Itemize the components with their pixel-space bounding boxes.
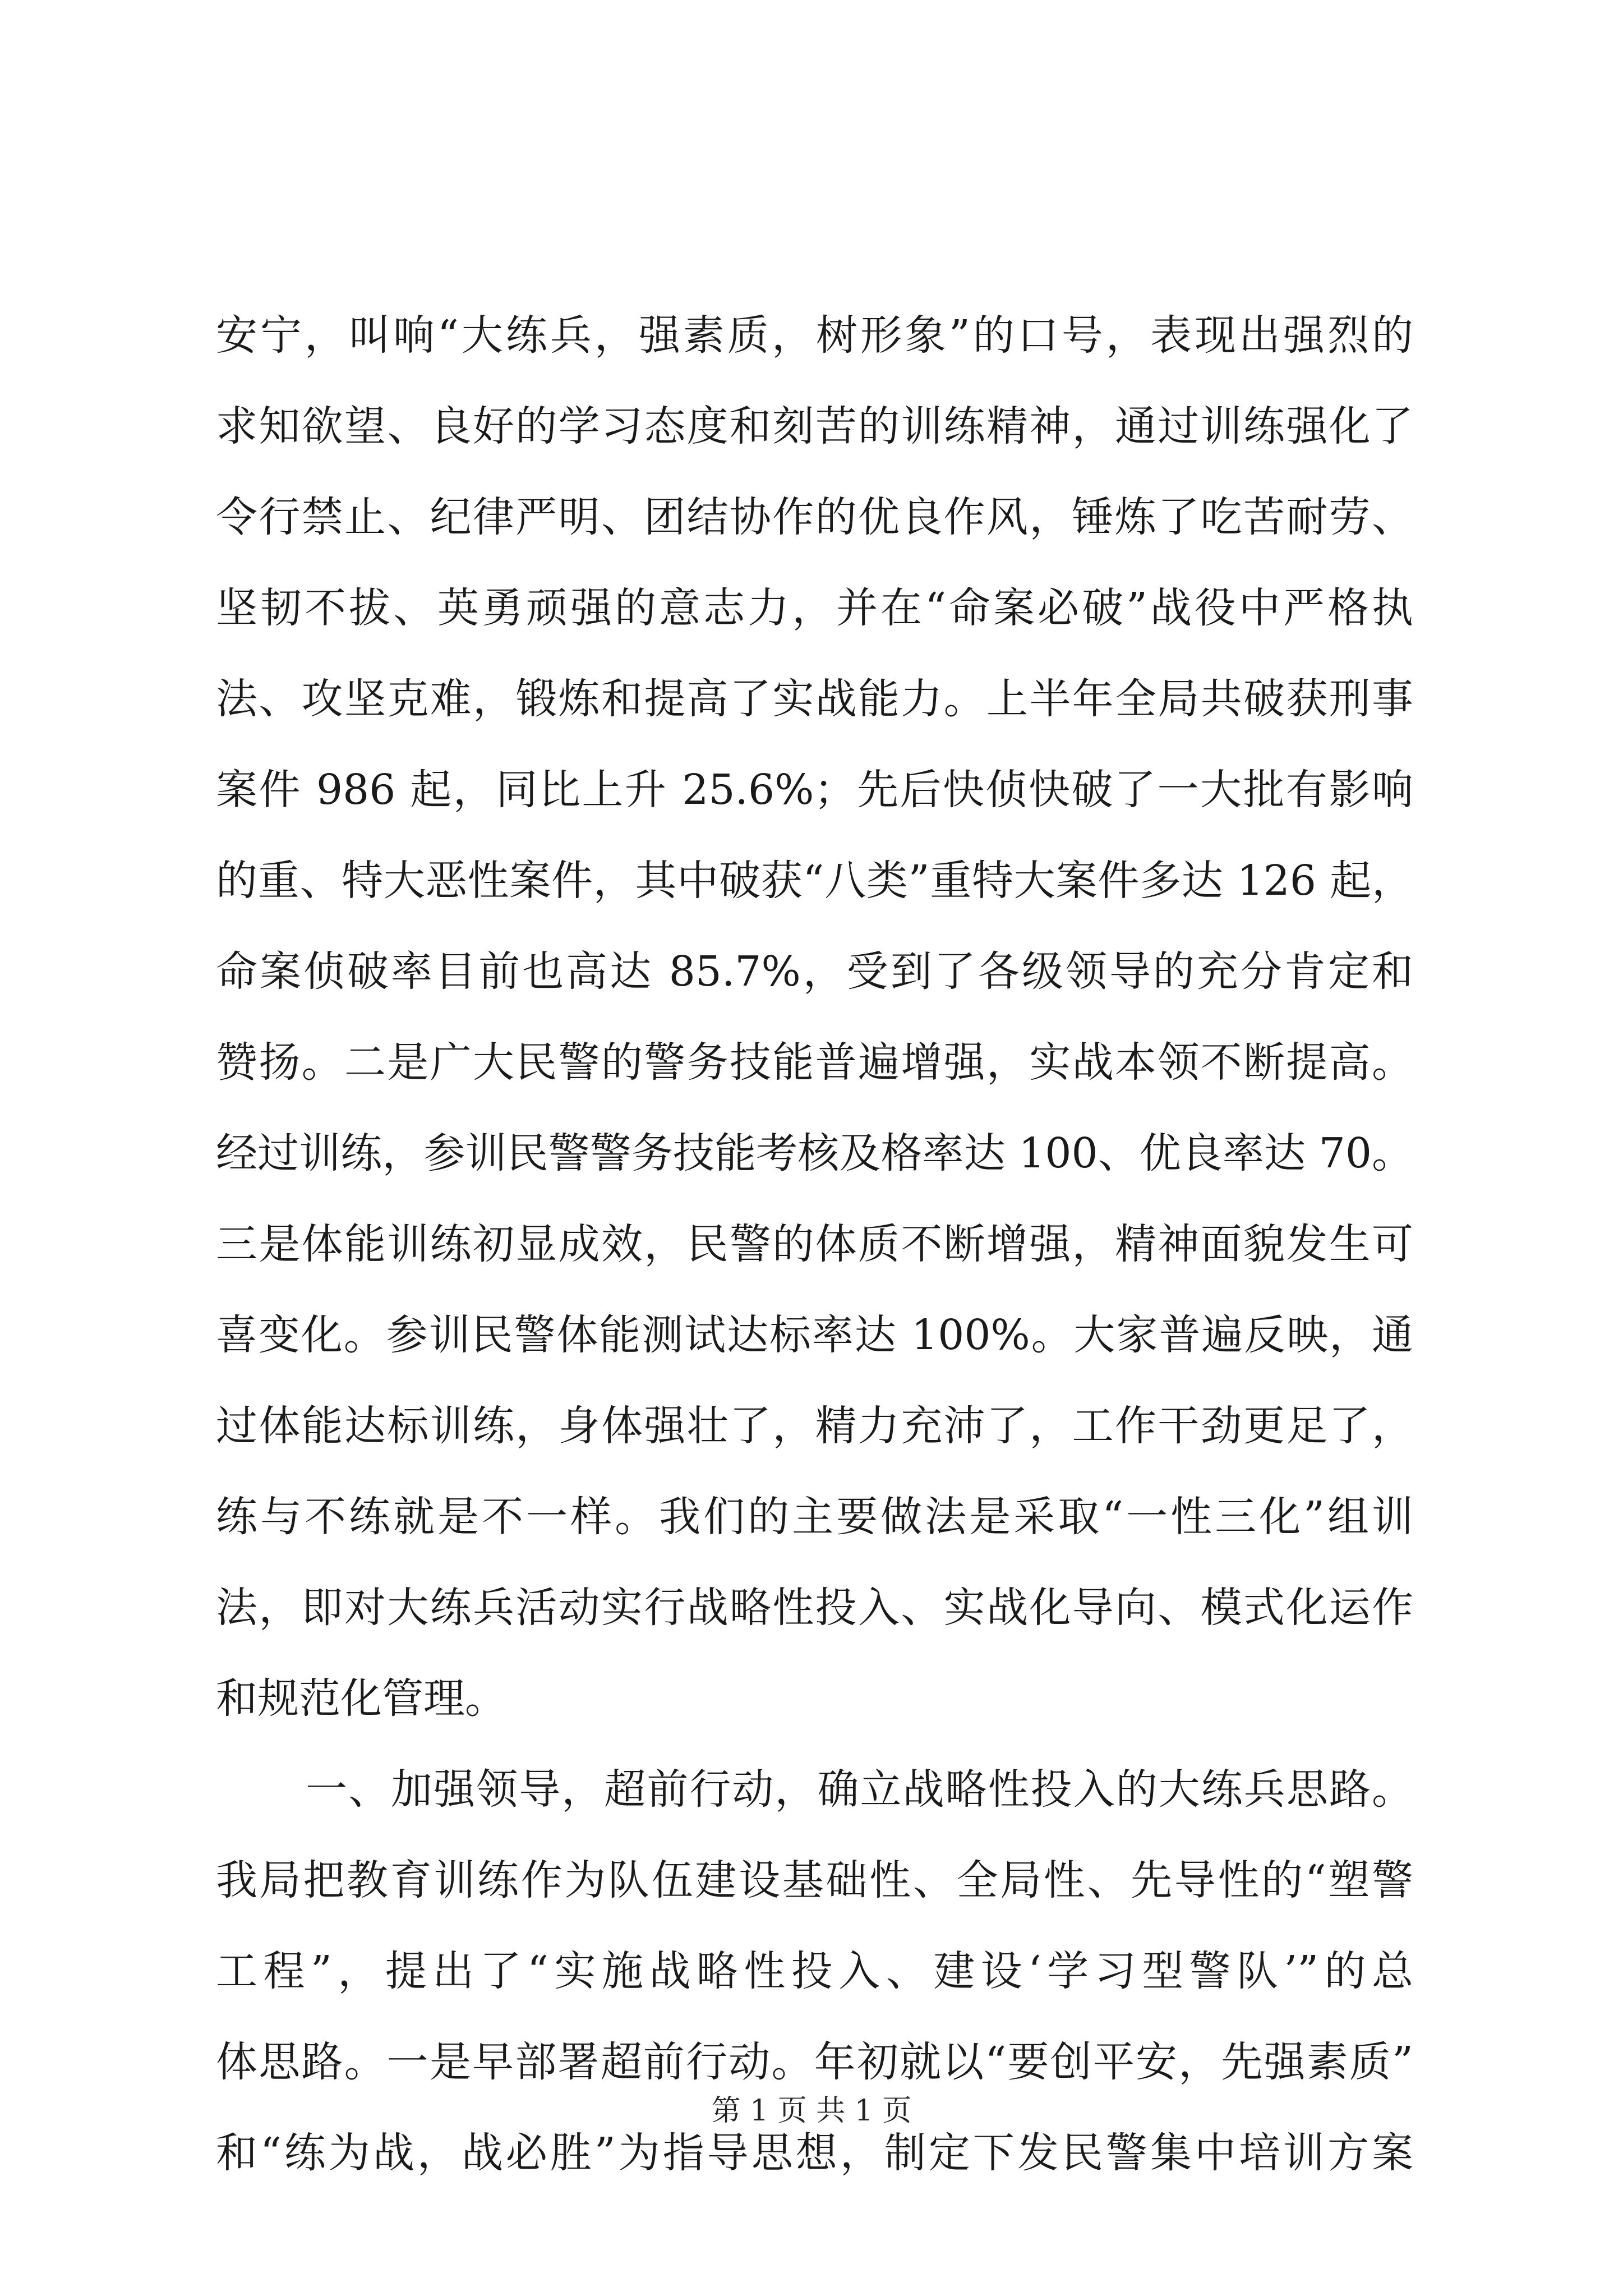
- text-line-4: 坚韧不拔、英勇顽强的意志力，并在“命案必破”战役中严格执: [216, 584, 1413, 632]
- text-line-8: 命案侦破率目前也高达 85.7%，受到了各级领导的充分肯定和: [216, 947, 1413, 996]
- text-line-1: 安宁，叫响“大练兵，强素质，树形象”的口号，表现出强烈的: [216, 311, 1413, 360]
- text-line-21: 和“练为战，战必胜”为指导思想，制定下发民警集中培训方案: [216, 2129, 1413, 2177]
- text-line-2: 求知欲望、良好的学习态度和刻苦的训练精神，通过训练强化了: [216, 402, 1413, 450]
- text-line-19: 工程”，提出了“实施战略性投入、建设‘学习型警队’”的总: [216, 1947, 1413, 1995]
- text-line-18: 我局把教育训练作为队伍建设基础性、全局性、先导性的“塑警: [216, 1856, 1413, 1904]
- page-footer: 第 1 页 共 1 页: [711, 2094, 912, 2128]
- text-line-20: 体思路。一是早部署超前行动。年初就以“要创平安，先强素质”: [216, 2038, 1413, 2086]
- text-line-11: 三是体能训练初显成效，民警的体质不断增强，精神面貌发生可: [216, 1220, 1413, 1268]
- text-line-13: 过体能达标训练，身体强壮了，精力充沛了，工作干劲更足了，: [216, 1402, 1413, 1450]
- text-line-5: 法、攻坚克难，锻炼和提高了实战能力。上半年全局共破获刑事: [216, 675, 1413, 723]
- text-line-9: 赞扬。二是广大民警的警务技能普遍增强，实战本领不断提高。: [216, 1038, 1413, 1087]
- text-line-15: 法，即对大练兵活动实行战略性投入、实战化导向、模式化运作: [216, 1584, 1413, 1632]
- section-heading-1: 一、加强领导，超前行动，确立战略性投入的大练兵思路。: [306, 1765, 1413, 1814]
- text-line-14: 练与不练就是不一样。我们的主要做法是采取“一性三化”组训: [216, 1493, 1413, 1541]
- text-line-12: 喜变化。参训民警体能测试达标率达 100%。大家普遍反映，通: [216, 1311, 1413, 1359]
- text-line-6: 案件 986 起，同比上升 25.6%；先后快侦快破了一大批有影响: [216, 766, 1413, 814]
- text-line-10: 经过训练，参训民警警务技能考核及格率达 100、优良率达 70。: [216, 1129, 1413, 1177]
- text-line-3: 令行禁止、纪律严明、团结协作的优良作风，锤炼了吃苦耐劳、: [216, 493, 1413, 541]
- text-line-7: 的重、特大恶性案件，其中破获“八类”重特大案件多达 126 起，: [216, 857, 1413, 905]
- text-line-16: 和规范化管理。: [216, 1674, 506, 1723]
